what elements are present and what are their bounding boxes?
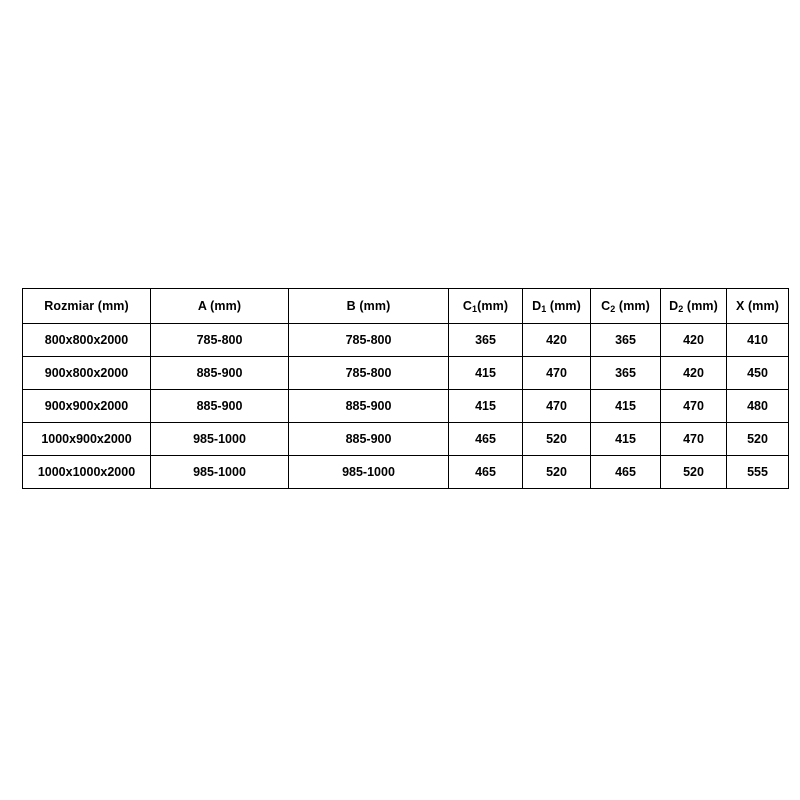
cell-d1: 520 [523,456,591,489]
cell-d2: 420 [661,324,727,357]
column-header-c1: $C_1(mm)$ [449,289,523,324]
cell-a: 885-900 [151,357,289,390]
cell-c2: 415 [591,390,661,423]
cell-a: 985-1000 [151,456,289,489]
cell-c2: 365 [591,357,661,390]
cell-b: 885-900 [289,390,449,423]
table-row [23,324,789,357]
cell-c2: 465 [591,456,661,489]
cell-b: 885-900 [289,423,449,456]
column-header-b: B (mm) [289,289,449,324]
cell-d1: 470 [523,357,591,390]
column-header-d2: $D_2$ (mm) [661,289,727,324]
spec-table-container [22,288,778,489]
cell-d2: 470 [661,390,727,423]
cell-d1: 420 [523,324,591,357]
cell-x: 480 [727,390,789,423]
spec-table [22,288,789,489]
cell-size: 900x800x2000 [23,357,151,390]
cell-b: 785-800 [289,324,449,357]
cell-c1: 415 [449,357,523,390]
column-header-a: A (mm) [151,289,289,324]
column-header-x: X (mm) [727,289,789,324]
cell-c2: 415 [591,423,661,456]
table-row [23,456,789,489]
cell-b: 985-1000 [289,456,449,489]
cell-size: 1000x1000x2000 [23,456,151,489]
cell-b: 785-800 [289,357,449,390]
cell-x: 450 [727,357,789,390]
cell-size: 1000x900x2000 [23,423,151,456]
cell-size: 800x800x2000 [23,324,151,357]
cell-d2: 520 [661,456,727,489]
cell-c2: 365 [591,324,661,357]
cell-d2: 470 [661,423,727,456]
table-row [23,423,789,456]
column-header-c2: $C_2$ (mm) [591,289,661,324]
cell-x: 520 [727,423,789,456]
cell-d1: 470 [523,390,591,423]
cell-a: 785-800 [151,324,289,357]
cell-size: 900x900x2000 [23,390,151,423]
cell-x: 410 [727,324,789,357]
table-row [23,390,789,423]
cell-d2: 420 [661,357,727,390]
table-row [23,357,789,390]
table-header-row [23,289,789,324]
column-header-size: Rozmiar (mm) [23,289,151,324]
cell-c1: 465 [449,456,523,489]
cell-d1: 520 [523,423,591,456]
cell-a: 885-900 [151,390,289,423]
column-header-d1: $D_1$ (mm) [523,289,591,324]
cell-c1: 465 [449,423,523,456]
cell-x: 555 [727,456,789,489]
cell-c1: 415 [449,390,523,423]
cell-c1: 365 [449,324,523,357]
cell-a: 985-1000 [151,423,289,456]
